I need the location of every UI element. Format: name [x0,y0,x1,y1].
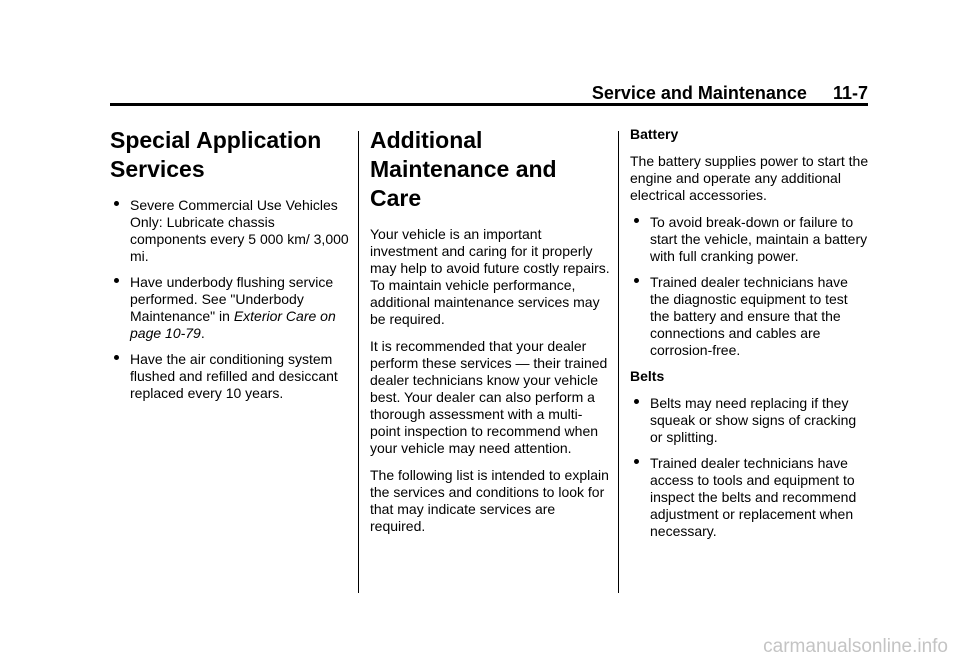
list-item-text: . [200,325,205,341]
list-item [630,395,870,446]
bullet-icon [634,399,639,404]
paragraph: Your vehicle is an important investment and caring for it properly may help to avoid future costly repairs. To maintain vehicle performance, additional maintenance services may be required. [370,226,610,327]
paragraph: The battery supplies power to start the engine and operate any additional electrical accessories. [630,153,869,203]
list-item [630,455,870,540]
paragraph: It is recommended that your dealer perform these services — their trained dealer technicians know your vehicle best. Your dealer can also perform a thorough assessment with a multi-point inspection to recommend when your vehicle may need attention. [370,338,608,456]
list-item [630,274,870,359]
list-item-text: Belts may need replacing if they squeak or show signs of cracking or splitting. [650,395,857,445]
bullet-icon [634,218,639,223]
column-battery-belts [630,126,870,549]
list-item [110,351,350,402]
column-divider [618,131,619,593]
section-title: Service and Maintenance [591,83,807,103]
subheading-belts: Belts [630,368,665,384]
header-rule [110,103,868,106]
paragraph: The following list is intended to explain the services and conditions to look for that may indicate services are required. [370,467,609,534]
list-item [110,197,350,265]
column-additional-maintenance [370,126,610,545]
special-services-list [110,197,350,402]
list-item-text: Severe Commercial Use Vehicles Only: Lubricate chassis components every 5 000 km/ 3,000 mi. [130,197,349,264]
list-item [110,274,350,342]
heading-additional-maintenance: Additional Maintenance and Care [370,127,557,211]
list-item-text: To avoid break-down or failure to start the vehicle, maintain a battery with full cranking power. [650,214,868,264]
bullet-icon [114,355,119,360]
subheading-battery: Battery [630,126,679,142]
list-item-text: Have the air conditioning system flushed and refilled and desiccant replaced every 10 years. [130,351,338,401]
list-item-text: Trained dealer technicians have access to tools and equipment to inspect the belts and recommend adjustment or replacement when necessary. [650,455,857,539]
list-item-text: Trained dealer technicians have the diagnostic equipment to test the battery and ensure that the connections and cables are corrosion-free. [650,274,848,358]
belts-list [630,395,870,540]
bullet-icon [114,278,119,283]
bullet-icon [114,201,119,206]
battery-list [630,214,870,359]
column-divider [358,131,359,593]
bullet-icon [634,459,639,464]
list-item [630,214,870,265]
bullet-icon [634,278,639,283]
page-number: 11-7 [832,83,868,103]
watermark: carmanualsonline.info [763,636,948,657]
page-header [110,82,868,104]
column-special-application [110,126,350,411]
list-item-text: Have underbody flushing service performed. See "Underbody Maintenance" in [130,274,334,324]
heading-special-application-services: Special Application Services [110,127,322,182]
cross-reference-link[interactable]: Exterior Care on page 10-79 [130,308,336,341]
